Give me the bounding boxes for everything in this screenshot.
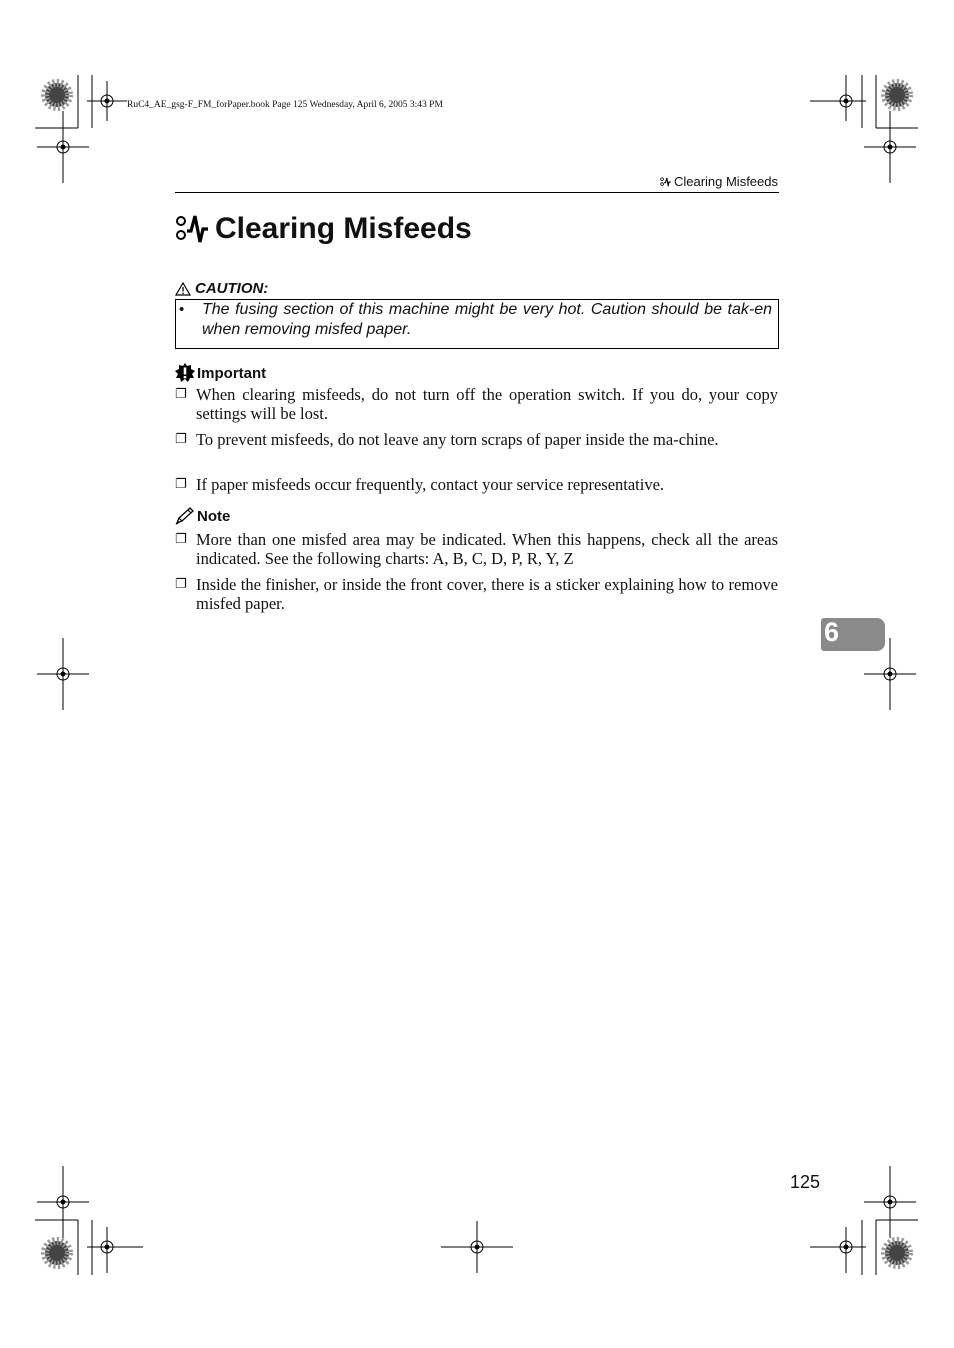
list-item (175, 385, 778, 423)
header-rule (175, 192, 779, 193)
important-heading (175, 363, 266, 383)
misfeed-icon (660, 175, 671, 189)
chapter-number: 6 (824, 617, 840, 647)
caution-heading-text: CAUTION: (195, 280, 269, 297)
list-item-text: If paper misfeeds occur frequently, contact your service representative. (196, 475, 665, 494)
checkbox-icon: ❐ (175, 532, 187, 547)
list-item (175, 575, 778, 613)
checkbox-icon: ❐ (175, 577, 187, 592)
checkbox-icon: ❐ (175, 387, 187, 402)
warning-triangle-icon (175, 282, 191, 296)
running-header-text: Clearing Misfeeds (673, 174, 778, 189)
list-item-text: When clearing misfeeds, do not turn off the operation switch. If you do, your copy settings will be lost. (196, 385, 778, 423)
list-item (175, 430, 778, 449)
note-heading-text: Note (197, 507, 231, 525)
page-number: 125 (790, 1172, 821, 1192)
caution-bullet: • (179, 301, 185, 318)
checkbox-icon: ❐ (175, 432, 187, 447)
checkbox-icon: ❐ (175, 477, 187, 492)
running-header (660, 174, 778, 189)
caution-heading (175, 280, 268, 297)
page-title (175, 212, 472, 246)
note-heading (175, 507, 230, 525)
important-heading-text: Important (197, 364, 267, 382)
list-item-text: To prevent misfeeds, do not leave any torn scraps of paper inside the ma-chine. (196, 430, 719, 449)
caution-text: The fusing section of this machine might be very hot. Caution should be tak-en when removing misfed paper. (202, 301, 772, 338)
pencil-icon (175, 507, 195, 525)
list-item-text: More than one misfed area may be indicated. When this happens, check all the areas indicated. See the following charts: A, B, C, D, P, R, Y, Z (196, 530, 778, 568)
misfeed-icon (175, 214, 209, 244)
list-item (175, 475, 778, 494)
important-icon (175, 363, 195, 383)
print-info: RuC4_AE_gsg-F_FM_forPaper.book Page 125 Wednesday, April 6, 2005 3:43 PM (127, 100, 443, 110)
list-item (175, 530, 778, 568)
page-title-text: Clearing Misfeeds (215, 212, 472, 245)
list-item-text: Inside the finisher, or inside the front cover, there is a sticker explaining how to remove misfed paper. (196, 575, 778, 613)
